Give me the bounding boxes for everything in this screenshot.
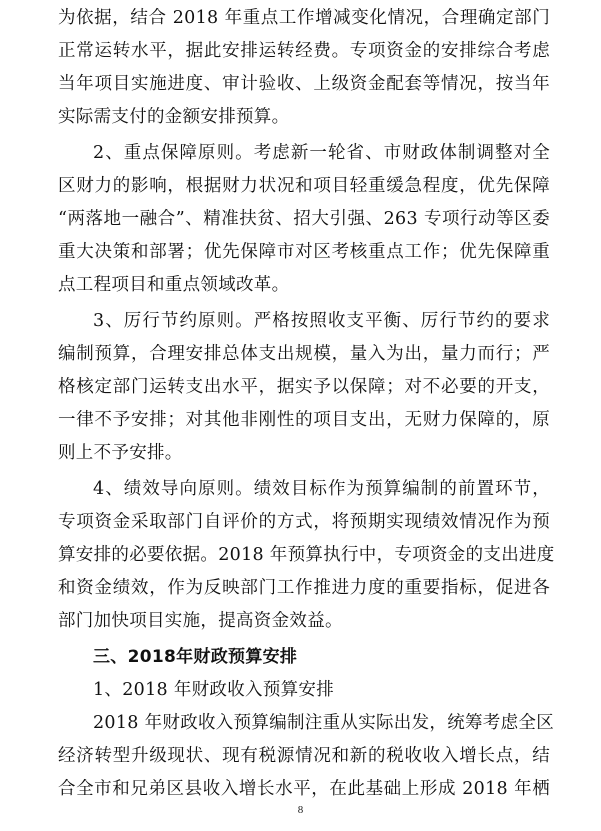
text-line: 和资金绩效，作为反映部门工作推进力度的重要指标，促进各	[58, 578, 550, 598]
text-line: 正常运转水平，据此安排运转经费。专项资金的安排综合考虑	[58, 41, 550, 61]
text-line: 区财力的影响，根据财力状况和项目轻重缓急程度，优先保障	[58, 176, 550, 196]
text-line: 编制预算，合理安排总体支出规模，量入为出，量力而行；严	[58, 344, 550, 364]
text-line: 专项资金采取部门自评价的方式，将预期实现绩效情况作为预	[58, 512, 550, 532]
subsection-heading: 1、2018 年财政收入预算安排	[93, 680, 335, 700]
text-line: 重大决策和部署；优先保障市对区考核重点工作；优先保障重	[58, 242, 550, 262]
text-line: 则上不予安排。	[58, 443, 183, 463]
text-line: 经济转型升级现状、现有税源情况和新的税收收入增长点，结	[58, 746, 550, 766]
text-line: 为依据，结合 2018 年重点工作增减变化情况，合理确定部门	[58, 8, 550, 28]
text-line: 当年项目实施进度、审计验收、上级资金配套等情况，按当年	[58, 74, 550, 94]
text-line: 合全市和兄弟区县收入增长水平，在此基础上形成 2018 年栖	[58, 779, 550, 799]
text-line: 部门加快项目实施，提高资金效益。	[58, 611, 343, 631]
text-line: 实际需支付的金额安排预算。	[58, 107, 290, 127]
section-heading: 三、2018年财政预算安排	[93, 647, 298, 667]
text-line: 3、厉行节约原则。严格按照收支平衡、厉行节约的要求	[93, 311, 550, 331]
text-line: “两落地一融合”、精准扶贫、招大引强、263 专项行动等区委	[58, 209, 550, 229]
text-line: 2、重点保障原则。考虑新一轮省、市财政体制调整对全	[93, 143, 550, 163]
text-line: 2018 年财政收入预算编制注重从实际出发，统筹考虑全区	[93, 713, 554, 733]
text-line: 算安排的必要依据。2018 年预算执行中，专项资金的支出进度	[58, 545, 555, 565]
page-number: 8	[297, 804, 304, 816]
text-line: 一律不予安排；对其他非刚性的项目支出，无财力保障的，原	[58, 410, 550, 430]
text-line: 格核定部门运转支出水平，据实予以保障；对不必要的开支，	[58, 377, 550, 397]
text-line: 4、绩效导向原则。绩效目标作为预算编制的前置环节，	[93, 479, 550, 499]
text-line: 点工程项目和重点领域改革。	[58, 275, 290, 295]
